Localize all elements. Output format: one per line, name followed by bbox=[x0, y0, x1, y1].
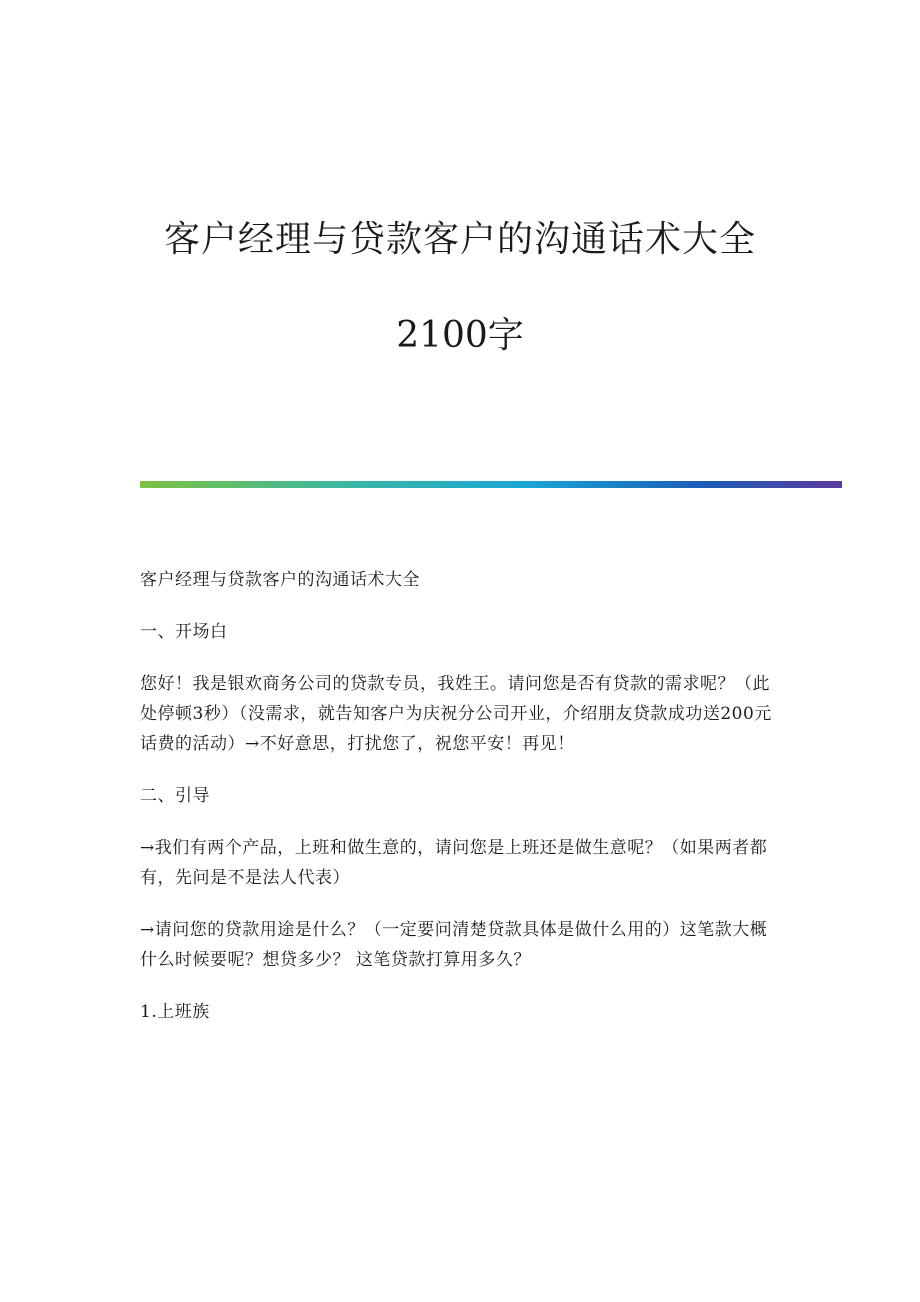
document-body bbox=[140, 565, 780, 1049]
body-heading: 客户经理与贷款客户的沟通话术大全 bbox=[140, 570, 420, 590]
title-block bbox=[0, 200, 920, 376]
section-heading-opening: 一、开场白 bbox=[140, 622, 228, 642]
document-subtitle: 2100字 bbox=[396, 315, 524, 356]
paragraph-opening-script: 您好！我是银欢商务公司的贷款专员，我姓王。请问您是否有贷款的需求呢？（此处停顿3秒）（没需求，就告知客户为庆祝分公司开业，介绍朋友贷款成功送200元话费的活动）→不好意思，打扰您了，祝您平安！再见！ bbox=[140, 674, 772, 754]
section-heading-guide: 二、引导 bbox=[140, 786, 210, 806]
document-title: 客户经理与贷款客户的沟通话术大全 bbox=[163, 219, 756, 260]
paragraph-guide-question-1: →我们有两个产品，上班和做生意的，请问您是上班还是做生意呢？（如果两者都有，先问是不是法人代表） bbox=[140, 838, 768, 888]
subsection-heading-office-workers: 1.上班族 bbox=[140, 1002, 210, 1022]
paragraph-guide-question-2: →请问您的贷款用途是什么？（一定要问清楚贷款具体是做什么用的）这笔款大概什么时候要呢？想贷多少？ 这笔贷款打算用多久？ bbox=[140, 920, 768, 970]
gradient-divider bbox=[140, 481, 842, 488]
